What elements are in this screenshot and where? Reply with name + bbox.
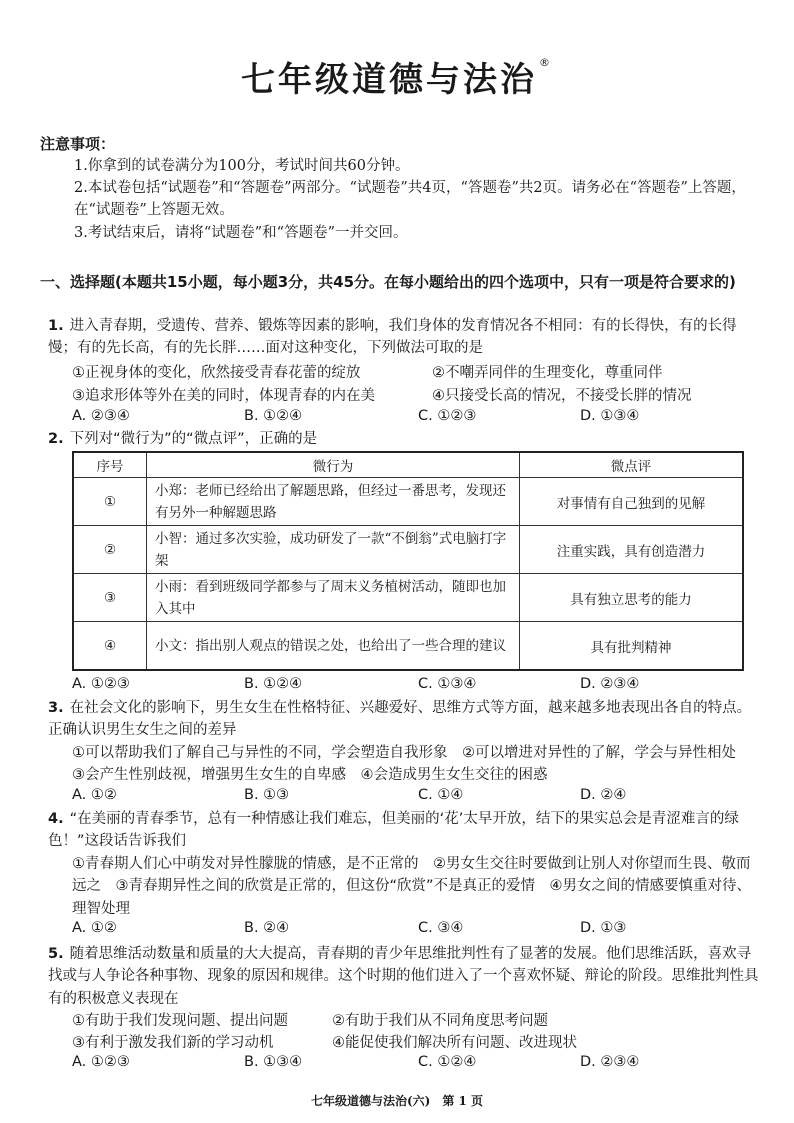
option-d[interactable]: D. ①③④ — [580, 408, 640, 424]
table-row — [73, 574, 743, 622]
question-3 — [48, 697, 760, 742]
option-c[interactable]: C. ③④ — [418, 920, 464, 936]
option-b[interactable]: B. ①②④ — [244, 676, 303, 692]
option-d[interactable]: D. ②④ — [580, 787, 627, 803]
table-row — [73, 526, 743, 574]
row-act: 小智：通过多次实验，成功研发了一款“不倒翁”式电脑打字架 — [147, 526, 520, 574]
row-num: ③ — [73, 574, 147, 622]
question-stem: 在社会文化的影响下，男生女生在性格特征、兴趣爱好、思维方式等方面，越来越多地表现出各自的特点。正确认识男生女生之间的差异 — [48, 700, 752, 739]
question-number: 3. — [48, 700, 64, 716]
notice-heading: 注意事项： — [40, 135, 116, 153]
row-act: 小雨：看到班级同学都参与了周末义务植树活动，随即也加入其中 — [147, 574, 520, 622]
q4-options — [72, 920, 772, 942]
registered-mark: ® — [539, 56, 553, 69]
option-c[interactable]: C. ①②③ — [418, 408, 477, 424]
title-text: 七年级道德与法治 — [241, 60, 537, 100]
question-stem: 下列对“微行为”的“微点评”，正确的是 — [69, 431, 318, 447]
q2-options — [72, 676, 772, 698]
q1-item-2: ②不嘲弄同伴的生理变化，尊重同伴 — [432, 365, 663, 381]
q5-options — [72, 1054, 772, 1076]
option-a[interactable]: A. ①② — [72, 920, 117, 936]
row-num: ② — [73, 526, 147, 574]
option-c[interactable]: C. ①②④ — [418, 1054, 477, 1070]
row-cmt: 具有批判精神 — [520, 622, 744, 671]
option-c[interactable]: C. ①④ — [418, 787, 464, 803]
option-b[interactable]: B. ①②④ — [244, 408, 303, 424]
q1-item-3: ③追求形体等外在美的同时，体现青春的内在美 — [72, 388, 375, 404]
q4-statements: ①青春期人们心中萌发对异性朦胧的情感，是不正常的 ②男女生交往时要做到让别人对你望而生畏、敬而远之 ③青春期异性之间的欣赏是正常的，但这份“欣赏”不是真正的爱情 ④男女之间的情感要慎重对待、理智处理 — [72, 856, 752, 917]
table-row — [73, 478, 743, 526]
q1-options — [72, 408, 772, 430]
option-d[interactable]: D. ①③ — [580, 920, 627, 936]
q3-options — [72, 787, 772, 809]
question-1 — [48, 315, 760, 360]
question-number: 4. — [48, 811, 64, 827]
q1-item-1: ①正视身体的变化，欣然接受青春花蕾的绽放 — [72, 365, 361, 381]
question-5 — [48, 943, 760, 1010]
header-cmt: 微点评 — [520, 452, 744, 478]
option-a[interactable]: A. ①② — [72, 787, 117, 803]
notice-item-3: 3.考试结束后，请将“试题卷”和“答题卷”一并交回。 — [74, 225, 408, 241]
question-number: 2. — [48, 431, 64, 447]
question-number: 5. — [48, 946, 64, 962]
option-b[interactable]: B. ②④ — [244, 920, 290, 936]
header-act: 微行为 — [147, 452, 520, 478]
row-cmt: 具有独立思考的能力 — [520, 574, 744, 622]
q3-statements: ①可以帮助我们了解自己与异性的不同，学会塑造自我形象 ②可以增进对异性的了解，学会与异性相处 ③会产生性别歧视，增强男生女生的自卑感 ④会造成男生女生交往的困惑 — [72, 745, 751, 784]
row-act: 小郑：老师已经给出了解题思路，但经过一番思考，发现还有另外一种解题思路 — [147, 478, 520, 526]
section-heading: 一、选择题(本题共15小题，每小题3分，共45分。在每小题给出的四个选项中，只有一项是符合要求的) — [40, 273, 736, 291]
row-cmt: 注重实践，具有创造潜力 — [520, 526, 744, 574]
micro-behavior-table — [72, 451, 744, 671]
row-cmt: 对事情有自己独到的见解 — [520, 478, 744, 526]
page-title — [0, 52, 794, 101]
question-stem: 随着思维活动数量和质量的大大提高，青春期的青少年思维批判性有了显著的发展。他们思维活跃，喜欢寻找或与人争论各种事物、现象的原因和规律。这个时期的他们进入了一个喜欢怀疑、辩论的阶段。思维批判性具有的积极意义表现在 — [48, 946, 759, 1007]
q5-item-4: ④能促使我们解决所有问题、改进现状 — [332, 1035, 577, 1051]
option-d[interactable]: D. ②③④ — [580, 676, 640, 692]
option-b[interactable]: B. ①③ — [244, 787, 290, 803]
row-num: ① — [73, 478, 147, 526]
question-stem: “在美丽的青春季节，总有一种情感让我们难忘，但美丽的‘花’太早开放，结下的果实总会是青涩难言的绿色！”这段话告诉我们 — [48, 811, 739, 850]
row-num: ④ — [73, 622, 147, 671]
question-4 — [48, 808, 760, 853]
q5-item-2: ②有助于我们从不同角度思考问题 — [332, 1013, 548, 1029]
option-c[interactable]: C. ①③④ — [418, 676, 477, 692]
option-a[interactable]: A. ①②③ — [72, 1054, 130, 1070]
option-a[interactable]: A. ①②③ — [72, 676, 130, 692]
row-act: 小文：指出别人观点的错误之处，也给出了一些合理的建议 — [147, 622, 520, 671]
q5-item-1: ①有助于我们发现问题、提出问题 — [72, 1013, 288, 1029]
header-num: 序号 — [73, 452, 147, 478]
q1-item-4: ④只接受长高的情况，不接受长胖的情况 — [432, 388, 692, 404]
option-d[interactable]: D. ②③④ — [580, 1054, 640, 1070]
table-row — [73, 622, 743, 671]
question-number: 1. — [48, 318, 64, 334]
question-stem: 进入青春期，受遗传、营养、锻炼等因素的影响，我们身体的发育情况各不相同：有的长得快，有的长得慢；有的先长高，有的先长胖……面对这种变化，下列做法可取的是 — [48, 318, 737, 357]
page-footer: 七年级道德与法治(六) 第 1 页 — [310, 1094, 484, 1108]
q5-item-3: ③有利于激发我们新的学习动机 — [72, 1035, 274, 1051]
question-2 — [48, 428, 760, 450]
table-header-row — [73, 452, 743, 478]
notice-item-2: 2.本试卷包括“试题卷”和“答题卷”两部分。“试题卷”共4页，“答题卷”共2页。请务必在“答题卷”上答题，在“试题卷”上答题无效。 — [74, 180, 746, 218]
option-b[interactable]: B. ①③④ — [244, 1054, 303, 1070]
notice-item-1: 1.你拿到的试卷满分为100分，考试时间共60分钟。 — [74, 158, 410, 174]
option-a[interactable]: A. ②③④ — [72, 408, 130, 424]
